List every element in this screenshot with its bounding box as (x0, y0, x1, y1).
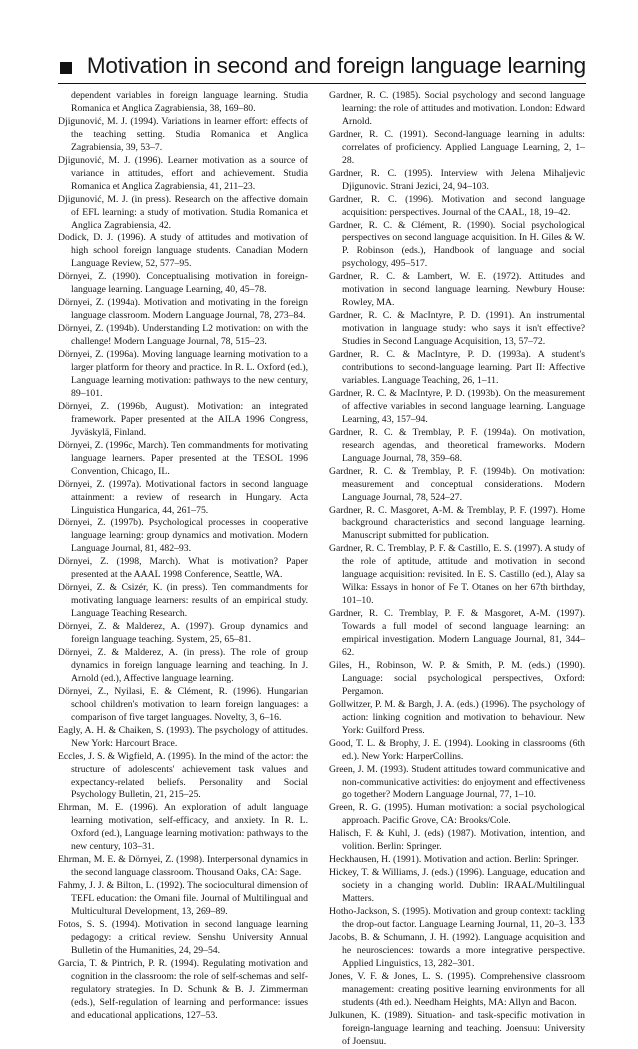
reference-entry: Garcia, T. & Pintrich, P. R. (1994). Regulating motivation and cognition in the classroom: the role of self-schemas and self-regulatory strategies. In D. Schunk & B. J. Zimmerman (eds.), Self-regulation of learning and performance: issues and educational applications, 127–53. (58, 957, 308, 1021)
reference-entry: Gardner, R. C. Tremblay, P. F. & Masgoret, A-M. (1997). Towards a full model of second language learning: an empirical investigation. Modern Language Journal, 81, 344–62. (329, 608, 585, 658)
reference-entry: Jones, V. F. & Jones, L. S. (1995). Comprehensive classroom management: creating positive learning environments for all students (4th ed.). Needham Heights, MA: Allyn and Bacon. (329, 970, 585, 1008)
reference-entry: Green, J. M. (1993). Student attitudes toward communicative and non-communicative activities: do enjoyment and effectiveness go together? Modern Language Journal, 77, 1–10. (329, 763, 585, 801)
reference-entry: Giles, H., Robinson, W. P. & Smith, P. M. (eds.) (1990). Language: social psychological perspectives, Oxford: Pergamon. (329, 659, 585, 697)
reference-entry: Dörnyei, Z. & Csizér, K. (in press). Ten commandments for motivating language learners: results of an empirical study. Language Teaching Research. (58, 582, 308, 620)
running-header-title: Motivation in second and foreign language learning (86, 53, 586, 78)
reference-entry: Dörnyei, Z. (1990). Conceptualising motivation in foreign-language learning. Language Learning, 40, 45–78. (58, 271, 308, 296)
reference-entry: Dörnyei, Z. (1996a). Moving language learning motivation to a larger platform for theory and practice. In R. L. Oxford (ed.), Language learning motivation: pathways to the new century, 89–101. (58, 349, 308, 399)
reference-entry: Fotos, S. S. (1994). Motivation in second language learning pedagogy: a critical review. Senshu University Annual Bulletin of the Humanities, 24, 29–54. (58, 919, 308, 956)
header-square-marker (60, 62, 72, 74)
reference-entry: Dörnyei, Z. (1994b). Understanding L2 motivation: on with the challenge! Modern Language Journal, 78, 515–23. (58, 323, 308, 348)
reference-entry: dependent variables in foreign language learning. Studia Romanica et Anglica Zagrabiensia, 38, 169–80. (71, 90, 308, 114)
reference-entry: Dörnyei, Z. (1997a). Motivational factors in second language attainment: a review of research in Hungary. Acta Linguistica Hungarica, 44, 261–75. (58, 478, 308, 516)
reference-entry: Gardner, R. C. Masgoret, A-M. & Tremblay, P. F. (1997). Home background characteristics and second language learning. Manuscript submitted for publication. (329, 504, 585, 542)
reference-entry: Gardner, R. C. (1995). Interview with Jelena Mihaljevic Djigunovic. Strani Jezici, 24, 94–103. (329, 167, 585, 192)
header-rule (58, 83, 586, 84)
reference-entry: Dörnyei, Z. & Malderez, A. (in press). The role of group dynamics in foreign language learning and teaching. In J. Arnold (ed.), Affective language learning. (58, 646, 308, 684)
reference-entry: Gardner, R. C. & Clément, R. (1990). Social psychological perspectives on second language acquisition. In H. Giles & W. P. Robinson (eds.), Handbook of language and social psychology, 495–517. (329, 219, 585, 270)
reference-entry: Dörnyei, Z. & Malderez, A. (1997). Group dynamics and foreign language teaching. System, 25, 65–81. (58, 621, 308, 646)
reference-entry: Dörnyei, Z. (1998, March). What is motivation? Paper presented at the AAAL 1998 Conference, Seattle, WA. (58, 556, 308, 581)
references-left-column (58, 90, 308, 1023)
reference-entry: Gollwitzer, P. M. & Bargh, J. A. (eds.) (1996). The psychology of action: linking cognition and motivation to behaviour. New York: Guilford Press. (329, 698, 585, 736)
reference-entry: Dörnyei, Z. (1997b). Psychological processes in cooperative language learning: group dynamics and motivation. Modern Language Journal, 81, 482–93. (58, 517, 308, 555)
reference-entry: Julkunen, K. (1989). Situation- and task-specific motivation in foreign-language learning and teaching. Joensuu: University of Joensuu. (329, 1009, 585, 1047)
reference-entry: Jacobs, B. & Schumann, J. H. (1992). Language acquisition and he neurosciences: towards a more integrative perspective. Applied Linguistics, 13, 282–301. (329, 931, 585, 969)
reference-entry: Gardner, R. C. & Tremblay, P. F. (1994a). On motivation, research agendas, and theoretical frameworks. Modern Language Journal, 78, 359–68. (329, 426, 585, 464)
reference-entry: Dörnyei, Z. (1994a). Motivation and motivating in the foreign language classroom. Modern Language Journal, 78, 273–84. (58, 297, 308, 322)
reference-entry: Gardner, R. C. & MacIntyre, P. D. (1991). An instrumental motivation in language study: who says it isn't effective? Studies in Second Language Acquisition, 13, 57–72. (329, 310, 585, 348)
reference-entry: Eagly, A. H. & Chaiken, S. (1993). The psychology of attitudes. New York: Harcourt Brace. (58, 724, 308, 749)
reference-entry: Gardner, R. C. & Tremblay, P. F. (1994b). On motivation: measurement and conceptual considerations. Modern Language Journal, 78, 524–27. (329, 465, 585, 503)
reference-entry: Gardner, R. C. Tremblay, P. F. & Castillo, E. S. (1997). A study of the role of aptitude, attitude and motivation in second language acquisition: revisited. In E. S. Castillo (ed.), Alay sa Wilka: Essays in honor of Fe T. Otanes on her 67th birthday, 101–10. (329, 543, 585, 607)
reference-entry: Gardner, R. C. (1985). Social psychology and second language learning: the role of attitudes and motivation. London: Edward Arnold. (329, 90, 585, 127)
page-number: 133 (568, 915, 585, 927)
reference-entry: Dörnyei, Z., Nyilasi, E. & Clément, R. (1996). Hungarian school children's motivation to learn foreign languages: a comparison of five target languages. Novelty, 3, 6–16. (58, 685, 308, 723)
reference-entry: Djigunović, M. J. (1996). Learner motivation as a source of variance in attitudes, effort and achievement. Studia Romanica et Anglica Zagrabiensia, 41, 211–23. (58, 154, 308, 192)
reference-entry: Gardner, R. C. (1991). Second-language learning in adults: correlates of proficiency. Applied Language Learning, 2, 1–28. (329, 128, 585, 166)
reference-entry: Djigunović, M. J. (1994). Variations in learner effort: effects of the teaching setting. Studia Romanica et Anglica Zagrabiensia, 39, 53–7. (58, 115, 308, 153)
references-right-column (329, 90, 585, 1049)
reference-entry: Eccles, J. S. & Wigfield, A. (1995). In the mind of the actor: the structure of adolescents' achievement task values and expectancy-related beliefs. Personality and Social Psychology Bulletin, 21, 215–25. (58, 750, 308, 801)
reference-entry: Halisch, F. & Kuhl, J. (eds) (1987). Motivation, intention, and volition. Berlin: Springer. (329, 828, 585, 853)
reference-entry: Fahmy, J. J. & Bilton, L. (1992). The sociocultural dimension of TEFL education: the Omani file. Journal of Multilingual and Multicultural Development, 13, 269–89. (58, 880, 308, 918)
reference-entry: Dodick, D. J. (1996). A study of attitudes and motivation of high school foreign language students. Canadian Modern Language Review, 52, 577–95. (58, 232, 308, 270)
reference-entry: Heckhausen, H. (1991). Motivation and action. Berlin: Springer. (329, 854, 579, 866)
reference-entry: Dörnyei, Z. (1996c, March). Ten commandments for motivating language learners. Paper presented at the TESOL 1996 Convention, Chicago, IL. (58, 439, 308, 477)
reference-entry: Gardner, R. C. (1996). Motivation and second language acquisition: perspectives. Journal of the CAAL, 18, 19–42. (329, 193, 585, 218)
reference-entry: Good, T. L. & Brophy, J. E. (1994). Looking in classrooms (6th ed.). New York: HarperCollins. (329, 737, 585, 762)
reference-entry: Gardner, R. C. & Lambert, W. E. (1972). Attitudes and motivation in second language learning. Newbury House: Rowley, MA. (329, 271, 585, 309)
reference-entry: Gardner, R. C. & MacIntyre, P. D. (1993a). A student's contributions to second-language learning. Part II: Affective variables. Language Teaching, 26, 1–11. (329, 349, 585, 386)
reference-entry: Hickey, T. & Williams, J. (eds.) (1996). Language, education and society in a changing world. Dublin: IRAAL/Multilingual Matters. (329, 867, 585, 905)
reference-entry: Djigunović, M. J. (in press). Research on the affective domain of EFL learning: a study of motivation. Studia Romanica et Anglica Zagrabiensia, 42. (58, 193, 308, 231)
reference-entry: Ehrman, M. E. & Dörnyei, Z. (1998). Interpersonal dynamics in the second language classroom. Thousand Oaks, CA: Sage. (58, 854, 308, 879)
reference-entry: Green, R. G. (1995). Human motivation: a social psychological approach. Pacific Grove, CA: Brooks/Cole. (329, 802, 585, 827)
reference-entry: Hotho-Jackson, S. (1995). Motivation and group context: tackling the drop-out factor. Language Learning Journal, 11, 20–3. (329, 906, 585, 930)
reference-entry: Dörnyei, Z. (1996b, August). Motivation: an integrated framework. Paper presented at the AILA 1996 Congress, Jyväskylä, Finland. (58, 400, 308, 438)
reference-entry: Gardner, R. C. & MacIntyre, P. D. (1993b). On the measurement of affective variables in second language learning. Language Learning, 43, 157–94. (329, 387, 585, 425)
reference-entry: Ehrman, M. E. (1996). An exploration of adult language learning motivation, self-efficacy, and anxiety. In R. L. Oxford (ed.), Language learning motivation: pathways to the new century, 103–31. (58, 802, 308, 853)
